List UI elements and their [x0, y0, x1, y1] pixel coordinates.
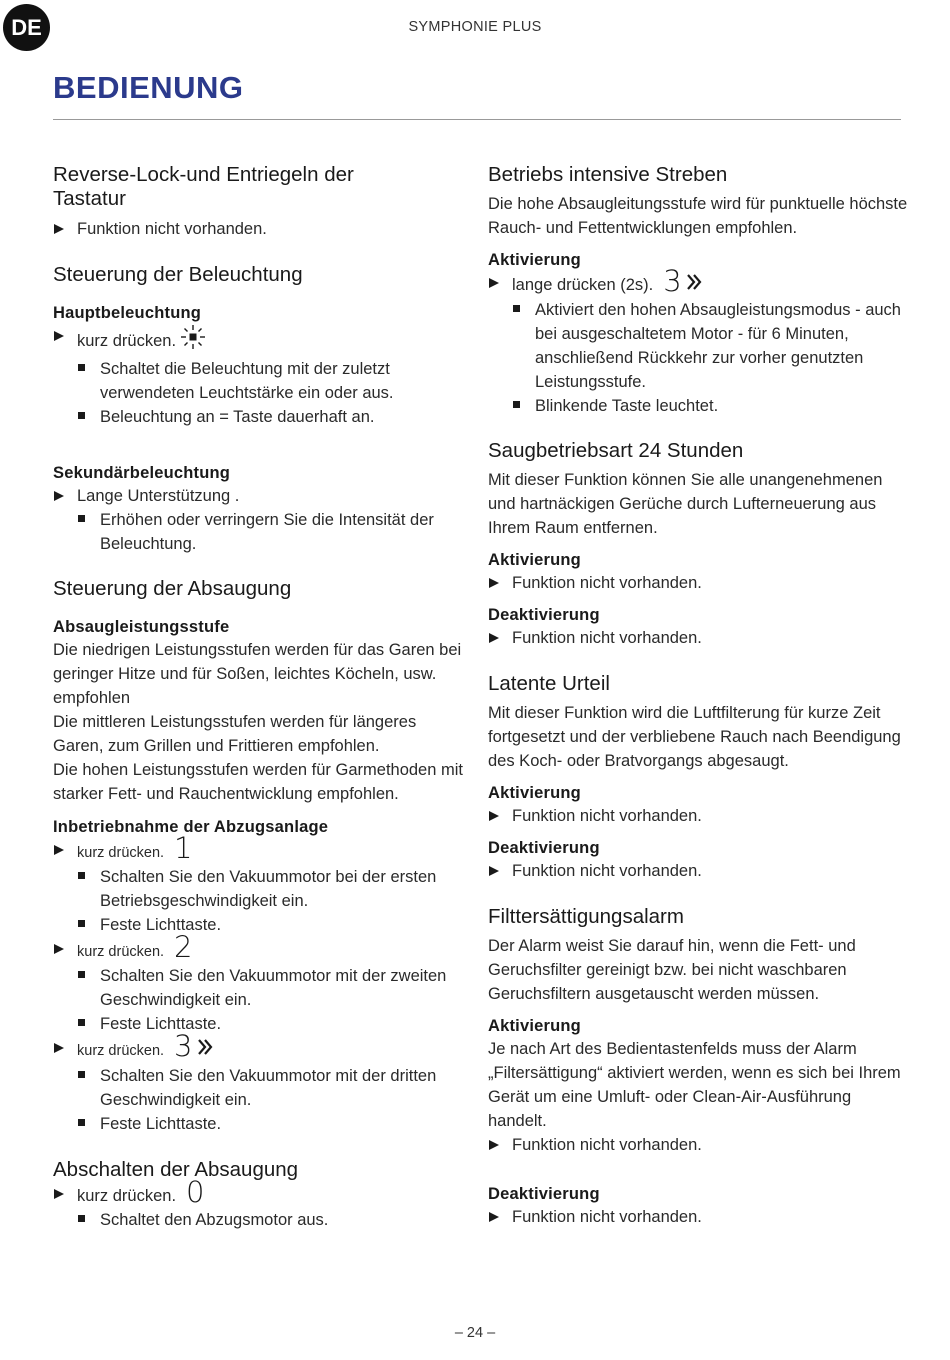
section-intensive: [488, 163, 908, 418]
section-title: Abschalten der Absaugung: [53, 1158, 299, 1181]
page-title: BEDIENUNG: [53, 70, 244, 105]
title-divider: [53, 119, 901, 120]
left-column: [53, 163, 463, 1232]
bullet: [53, 831, 463, 865]
bullet-text: kurz drücken.: [77, 332, 177, 350]
bullet: Funktion nicht vorhanden.: [53, 217, 463, 241]
subsection-title: Deaktivierung: [488, 839, 600, 857]
subsection-title: Aktivierung: [488, 784, 581, 802]
subsection-title: Deaktivierung: [488, 606, 600, 624]
double-chevron-icon: [686, 273, 704, 298]
bullet: [53, 1029, 463, 1064]
bullet: Funktion nicht vorhanden.: [488, 571, 908, 595]
section-title: Betriebs intensive Streben: [488, 163, 728, 186]
sub-bullet: Aktiviert den hohen Absaugleistungsmodus - auch bei ausgeschaltetem Motor - für 6 Minuten, anschließend Rückkehr zur vorher genutzten Leistungsstufe.: [488, 298, 908, 394]
section-suction-off: [53, 1158, 463, 1232]
paragraph: Mit dieser Funktion wird die Luftfilterung für kurze Zeit fortgesetzt und der verbliebene Rauch nach Beendigung des Koch- oder Bratvorgangs abgesaugt.: [488, 704, 901, 770]
bullet: Lange Unterstützung .: [53, 484, 463, 508]
bullet: Funktion nicht vorhanden.: [488, 859, 908, 883]
bullet-text: kurz drücken.: [77, 1043, 165, 1059]
section-filter-alarm: [488, 905, 908, 1229]
subsection-title: Absaugleistungsstufe: [53, 618, 230, 636]
bullet: [53, 324, 463, 357]
page-number: – 24 –: [454, 1325, 496, 1341]
subsection-title: Sekundärbeleuchtung: [53, 464, 231, 482]
section-title: Saugbetriebsart 24 Stunden: [488, 439, 744, 462]
paragraph: Je nach Art des Bedientastenfelds muss der Alarm „Filtersättigung“ aktiviert werden, wenn es sich bei Ihrem Gerät um eine Umluft- oder Clean-Air-Ausführung handelt.: [488, 1040, 901, 1130]
paragraph: Der Alarm weist Sie darauf hin, wenn die Fett- und Geruchsfilter gereinigt bzw. bei nicht waschbaren Geruchsfiltern ausgetauscht werden müssen.: [488, 937, 856, 1003]
bullet: [488, 264, 908, 298]
section-title: Latente Urteil: [488, 672, 610, 695]
sub-bullet: Erhöhen oder verringern Sie die Intensität der Beleuchtung.: [53, 508, 463, 556]
bullet-text: kurz drücken.: [77, 944, 165, 960]
right-column: [488, 163, 908, 1229]
bullet: Funktion nicht vorhanden.: [488, 804, 908, 828]
document-header: SYMPHONIE PLUS: [408, 19, 542, 35]
sub-bullet: Schaltet die Beleuchtung mit der zuletzt verwendeten Leuchtstärke ein oder aus.: [53, 357, 463, 405]
subsection-title: Deaktivierung: [488, 1185, 600, 1203]
bullet: Funktion nicht vorhanden.: [488, 1133, 908, 1157]
subsection-title: Hauptbeleuchtung: [53, 304, 202, 322]
section-reverse-lock: [53, 163, 463, 241]
section-24h: [488, 439, 908, 650]
section-title: Reverse-Lock-und Entriegeln der Tastatur: [53, 163, 354, 210]
off-0-icon: 0: [186, 1175, 205, 1209]
sub-bullet: Beleuchtung an = Taste dauerhaft an.: [53, 405, 463, 429]
section-suction-control: [53, 577, 463, 1136]
sub-bullet: Schaltet den Abzugsmotor aus.: [53, 1208, 463, 1232]
paragraph: Die mittleren Leistungsstufen werden für längeres Garen, zum Grillen und Frittieren empfohlen.: [53, 713, 417, 755]
double-chevron-icon: [197, 1038, 215, 1064]
paragraph: Die hohen Leistungsstufen werden für Garmethoden mit starker Fett- und Rauchentwicklung empfohlen.: [53, 761, 463, 803]
bullet: Funktion nicht vorhanden.: [488, 626, 908, 650]
sub-bullet: Schalten Sie den Vakuummotor mit der zweiten Geschwindigkeit ein.: [53, 964, 463, 1012]
paragraph: Mit dieser Funktion können Sie alle unangenehmenen und hartnäckigen Gerüche durch Lufterneuerung aus Ihrem Raum entfernen.: [488, 471, 883, 537]
sub-bullet: Schalten Sie den Vakuummotor mit der dritten Geschwindigkeit ein.: [53, 1064, 463, 1112]
speed-3-icon: 3: [663, 264, 682, 298]
paragraph: Die niedrigen Leistungsstufen werden für das Garen bei geringer Hitze und für Soßen, leichtes Köcheln, usw. empfohlen: [53, 641, 462, 707]
bullet-text: kurz drücken.: [77, 1187, 177, 1205]
subsection-title: Aktivierung: [488, 1017, 581, 1035]
bullet: [53, 1175, 463, 1209]
speed-1-icon: 1: [174, 831, 193, 865]
sub-bullet: Feste Lichttaste.: [53, 1112, 463, 1136]
speed-3-icon: 3: [174, 1029, 193, 1063]
section-lighting: [53, 263, 463, 556]
subsection-title: Aktivierung: [488, 251, 581, 269]
language-badge: DE: [3, 4, 50, 51]
bullet-text: kurz drücken.: [77, 845, 165, 861]
section-title: Filttersättigungsalarm: [488, 905, 684, 928]
section-latent: [488, 672, 908, 883]
section-title: Steuerung der Absaugung: [53, 577, 292, 600]
sub-bullet: Feste Lichttaste.: [53, 1012, 463, 1036]
subsection-title: Aktivierung: [488, 551, 581, 569]
sub-bullet: Blinkende Taste leuchtet.: [488, 394, 908, 418]
bullet: [53, 930, 463, 964]
speed-2-icon: 2: [174, 930, 193, 964]
subsection-title: Inbetriebnahme der Abzugsanlage: [53, 818, 329, 836]
bullet-text: lange drücken (2s).: [512, 276, 654, 294]
sub-bullet: Feste Lichttaste.: [53, 913, 463, 937]
bullet: Funktion nicht vorhanden.: [488, 1205, 908, 1229]
sub-bullet: Schalten Sie den Vakuummotor bei der ersten Betriebsgeschwindigkeit ein.: [53, 865, 463, 913]
paragraph: Die hohe Absaugleitungsstufe wird für punktuelle höchste Rauch- und Fettentwicklungen empfohlen.: [488, 195, 908, 237]
section-title: Steuerung der Beleuchtung: [53, 263, 303, 286]
light-icon: [180, 324, 206, 357]
